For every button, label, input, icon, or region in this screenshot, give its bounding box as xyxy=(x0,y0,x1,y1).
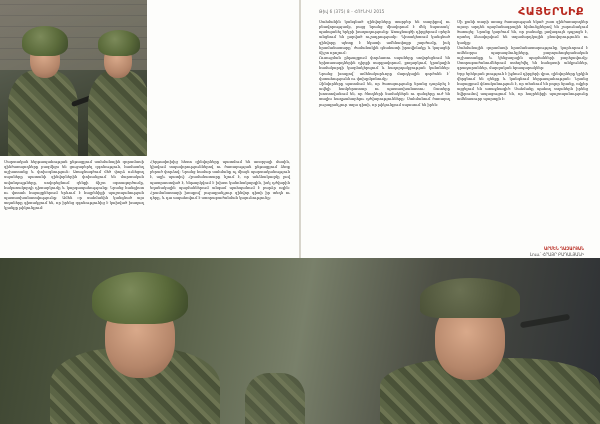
soldier-front-helmet xyxy=(92,272,188,324)
soldier-middle-uniform xyxy=(245,373,305,424)
text-column-a: Հերթափոխից հետո զինվորները պատմում են առօրյայի մասին, կիսվում տպավորություններով ու ծառայության ընթացքում ձեռք բերած փորձով: Նրանց համար սահմանը ոչ միայն պարտականություն է, այլև պատիվ: Հրամանատարը նշում է, որ անձնակազմը լավ պատրաստված է, ենթարկվում է խիստ կանոնակարգին, իսկ դժվարին եղանակային պայմաններում անգամ պահպանում է բարձր ոգին: Հրամանատարի խոսքով՝ յուրաքանչյուր զինվոր գիտի իր տեղն ու դերը, և դա ապահովում է ստորաբաժանման կայունությունը: xyxy=(150,160,290,201)
photo-soldiers-helmets xyxy=(0,0,147,156)
text-column-c: Մի քանի տարի առաջ ծառայության եկած շատ զինծառայողներ այսօր արդեն պայմանագրային հիմունքներով են շարունակում ծառայել: Նրանք կարծում են, որ բանակը լավագույն դպրոցն է, որտեղ ձևավորվում են տղամարդկային բնավորությունն ու կամքը: Սահմանային զորամասի հրամանատարությունը կարևորում է ամենօրյա պարապմունքները, բարոյահոգեբանական աշխատանքը և կենցաղային պայմանների բարելավումը: Ստորաբաժանումներում ստեղծվել են հանգստի անկյուններ, գրադարաններ, մարզական հրապարակներ: Երբ երեկոյան լռություն է իջնում դիրքերի վրա, զինվորները կրկին վերցնում են զենքը և կանգնում հերթապահության: Նրանց հայացքում վճռականություն է, որ տեսնում են բոլոր նրանք, ովքեր այցելում են առաջնագիծ: Սահմանը պահող տղաներն իրենց նվիրումով ապացուցում են, որ հայրենիքի պաշտպանությունը ամենասուրբ պարտքն է: xyxy=(457,20,588,102)
author-signature xyxy=(530,246,584,258)
soldier-right-uniform xyxy=(88,70,147,156)
officer-cap xyxy=(420,278,520,318)
photo-soldiers-closeup xyxy=(0,258,600,424)
soldier-left-helmet xyxy=(22,26,68,56)
text-column-b: Սահմանին կանգնած զինվորները տարբեր են տարիքով ու բնավորությամբ, բայց նրանց միավորում է մեկ նպատակ՝ պահպանել երկրի խաղաղությունը: Առաջնագծի դիրքերում օրերն անցնում են լարված ուշադրությամբ: Դիտակետում կանգնած զինվորը պետք է նկատի ամենափոքր շարժումը, իսկ հրամանատարը՝ ժամանակին գնահատի իրավիճակը և կայացնի ճիշտ որոշում: Ուսուցման ընթացքում փորձառու սպաները սովորեցնում են երիտասարդներին դիրքի սարքավորում, քողարկում, կրակային համակարգի կազմակերպում և հաղորդակցության կանոններ: Նրանց խոսքով՝ ամենակարևորը մարդկային գործոնն է՝ վստահությունն ու փոխըմբռնումը: Զինվորները պատմում են, որ ծառայությունը նրանց դարձրել է ավելի համբերատար ու պատասխանատու: Շատերը խոստովանում են, որ ծնողների նամակներն ու զանգերը ուժ են տալիս հաղթահարելու դժվարությունները: Սահմանում ծառայող յուրաքանչյուր տղա գիտի, որ թիկունքում սպասում են իրեն: xyxy=(319,20,450,107)
soldier-left-uniform xyxy=(8,70,78,156)
photo-credit: Լուս.՝ ՀՐԱՅՐ ԲԱԴԱԼՅԱՆԻ xyxy=(530,252,584,257)
binoculars xyxy=(520,314,570,329)
soldier-right-helmet xyxy=(98,30,140,56)
magazine-logo: ՀԱՅԵՐՆԻՔ xyxy=(518,5,584,18)
issue-info: Թիվ 6 (375) 8 - ՀՈՒՆԻՍ 2015 xyxy=(319,9,385,14)
caption-left: Մարտական հերթապահության ընթացքում սահմանային զորամասի զինծառայողները բազմիցս են ցուցաբերել զգոնություն, համատեղ աշխատանք և փոխօգնություն: Առաջնագծում մեծ փորձ ունեցող սպաները պատանի զինվորներին փոխանցում են մարտական ավանդույթները, սովորեցնում զենքի ճիշտ օգտագործումը, հակառակորդի դիտարկումը և կարգապահությունը: Նրանց հանգիստ ու վստահ հայացքներում երևում է հայրենիքի պաշտպանության պատասխանատվությունը: Ամեն օր սահմանին կանգնած այս տղաները գիտակցում են, որ իրենց զգոնությունից է կախված խաղաղ կյանքը թիկունքում: xyxy=(4,160,144,211)
author-name: ԱՐՄԵՆ ՂԱԶԱՐՅԱՆ xyxy=(543,246,584,251)
